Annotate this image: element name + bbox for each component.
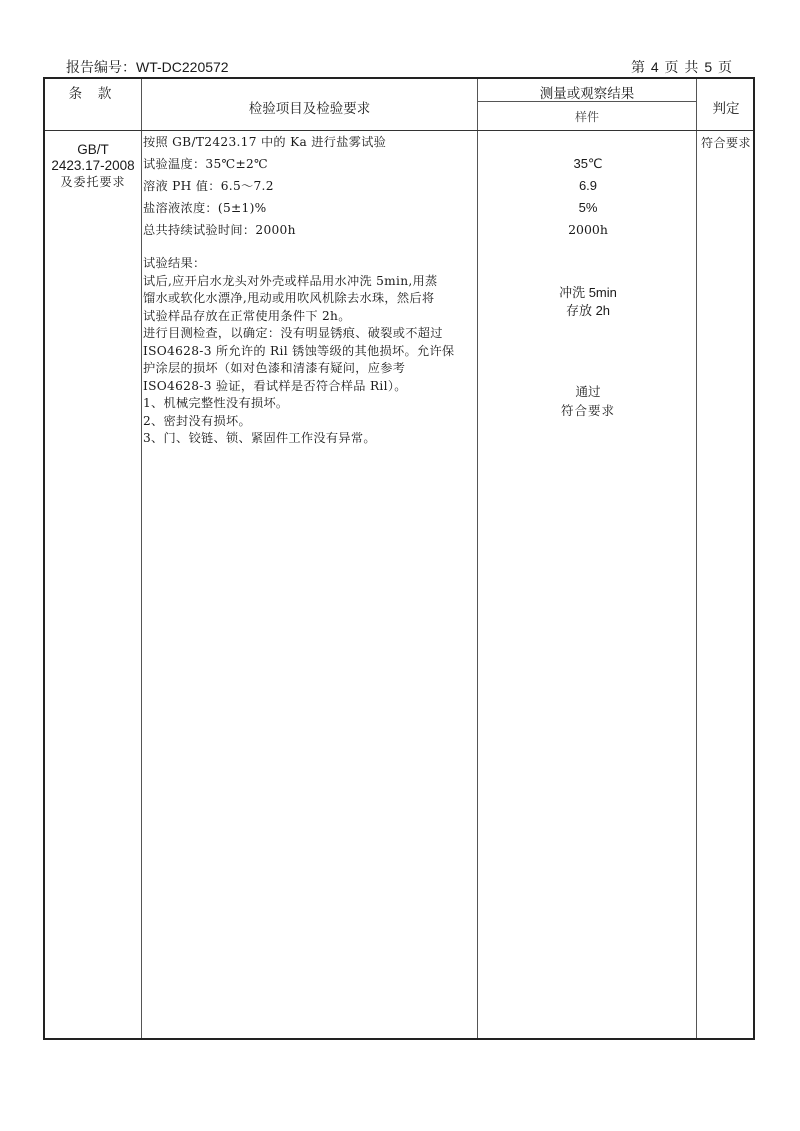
result-title: 试验结果： (143, 256, 206, 270)
result-line: 1、机械完整性没有损坏。 (143, 396, 289, 410)
req-duration: 总共持续试验时间：2000h (143, 223, 296, 237)
requirements-cell (143, 131, 478, 448)
req-concentration: 盐溶液浓度：(5±1)% (143, 201, 267, 215)
result-line: 馏水或软化水漂净,甩动或用吹风机除去水珠，然后将 (143, 291, 435, 305)
sample-header: 样件 (574, 110, 599, 124)
clause-header: 条 款 (68, 86, 118, 101)
result-storage: 存放 2h (565, 303, 611, 318)
result-temperature: 35℃ (573, 156, 603, 171)
result-conform: 符合要求 (560, 403, 615, 418)
report-number: 报告编号：WT-DC220572 (66, 59, 229, 75)
result-line: 2、密封没有损坏。 (143, 413, 251, 428)
clause-line-1: GB/T (77, 142, 109, 157)
result-line: ISO4628-3 验证，看试样是否符合样品 Ril）。 (143, 378, 407, 393)
clause-line-2: 2423.17-2008 (51, 158, 135, 173)
result-concentration: 5% (578, 200, 598, 215)
result-line: 3、门、铰链、锁、紧固件工作没有异常。 (143, 431, 376, 445)
result-line: 进行目测检查，以确定：没有明显锈痕、破裂或不超过 (143, 326, 443, 340)
col-divider-1 (141, 79, 142, 1038)
result-pass: 通过 (575, 384, 601, 399)
test-report-table (43, 77, 755, 1040)
result-rinse: 冲洗 5min (559, 285, 617, 300)
verdict-header: 判定 (712, 101, 740, 116)
req-intro: 按照 GB/T2423.17 中的 Ka 进行盐雾试验 (143, 135, 387, 149)
page-info: 第 4 页 共 5 页 (630, 59, 732, 75)
results-header: 测量或观察结果 (539, 86, 635, 101)
result-line: 试后,应开启水龙头对外壳或样品用水冲洗 5min,用蒸 (143, 273, 438, 288)
result-line: 试验样品存放在正常使用条件下 2h。 (143, 308, 351, 323)
result-ph: 6.9 (578, 178, 598, 193)
clause-cell (45, 142, 141, 190)
result-line: 护涂层的损坏（如对色漆和清漆有疑问，应参考 (143, 361, 406, 375)
result-duration: 2000h (568, 222, 608, 237)
req-ph: 溶液 PH 值：6.5～7.2 (143, 179, 274, 193)
req-temperature: 试验温度：35℃±2℃ (143, 157, 268, 171)
clause-line-3: 及委托要求 (60, 175, 126, 189)
verdict-cell: 符合要求 (700, 136, 751, 150)
result-line: ISO4628-3 所允许的 Ril 锈蚀等级的其他损坏。允许保 (143, 343, 455, 358)
items-header: 检验项目及检验要求 (248, 101, 371, 116)
